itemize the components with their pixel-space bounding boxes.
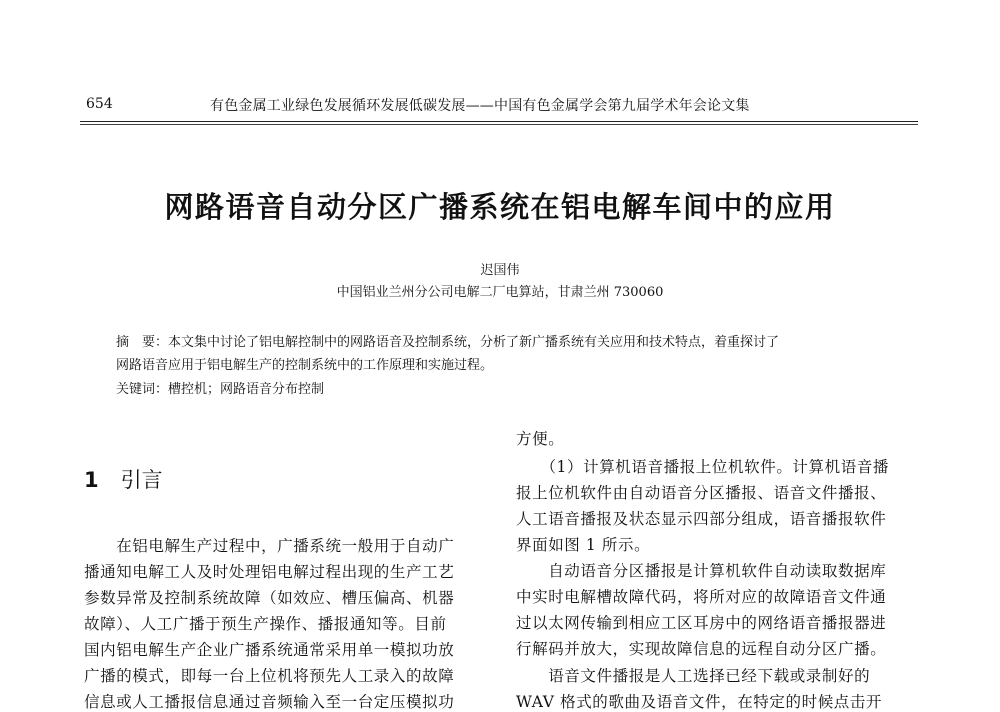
body-line: 方便。	[516, 430, 565, 448]
body-line: 播通知电解工人及时处理铝电解过程出现的生产工艺	[84, 563, 455, 581]
section-title: 引言	[120, 468, 163, 492]
body-line: 中实时电解槽故障代码，将所对应的故障语音文件通	[516, 588, 887, 606]
body-line: WAV 格式的歌曲及语音文件，在特定的时候点击开	[516, 693, 883, 711]
abstract-line: 摘 要：本文集中讨论了铝电解控制中的网路语音及控制系统，分析了新广播系统有关应用和技术特点，着重探讨了	[116, 335, 780, 350]
section-heading	[84, 464, 163, 494]
section-number: 1	[84, 468, 99, 492]
body-line: 语音文件播报是人工选择已经下载或录制好的	[516, 667, 871, 685]
body-line: 故障）、人工广播于预生产操作、播报通知等。目前	[84, 615, 447, 633]
article-author: 迟国伟	[480, 263, 520, 278]
page-number: 654	[86, 96, 113, 112]
body-line: 过以太网传输到相应工区耳房中的网络语音播报器进	[516, 614, 887, 632]
body-line: 报上位机软件由自动语音分区播报、语音文件播报、	[516, 484, 887, 502]
body-line: （1）计算机语音播报上位机软件。计算机语音播	[516, 458, 890, 476]
abstract-line: 网路语音应用于铝电解生产的控制系统中的工作原理和实施过程。	[116, 358, 494, 373]
body-line: 信息或人工播报信息通过音频输入至一台定压模拟功	[84, 693, 455, 711]
body-line: 国内铝电解生产企业广播系统通常采用单一模拟功放	[84, 641, 455, 659]
body-line: 在铝电解生产过程中，广播系统一般用于自动广	[84, 537, 455, 555]
body-line: 界面如图 1 所示。	[516, 536, 651, 554]
body-line: 参数异常及控制系统故障（如效应、槽压偏高、机器	[84, 589, 455, 607]
article-affiliation: 中国铝业兰州分公司电解二厂电算站，甘肃兰州 730060	[336, 285, 664, 300]
header-rule-thin	[80, 124, 918, 125]
body-line: 行解码并放大，实现故障信息的远程自动分区广播。	[516, 640, 887, 658]
body-line: 广播的模式，即每一台上位机将预先人工录入的故障	[84, 667, 455, 685]
body-line: 人工语音播报及状态显示四部分组成，语音播报软件	[516, 510, 887, 528]
body-line: 自动语音分区播报是计算机软件自动读取数据库	[516, 562, 887, 580]
header-rule	[80, 121, 918, 122]
running-head: 有色金属工业绿色发展循环发展低碳发展——中国有色金属学会第九届学术年会论文集	[210, 98, 750, 114]
keywords: 关键词：槽控机；网路语音分布控制	[116, 382, 325, 397]
article-title: 网路语音自动分区广播系统在铝电解车间中的应用	[164, 190, 836, 224]
